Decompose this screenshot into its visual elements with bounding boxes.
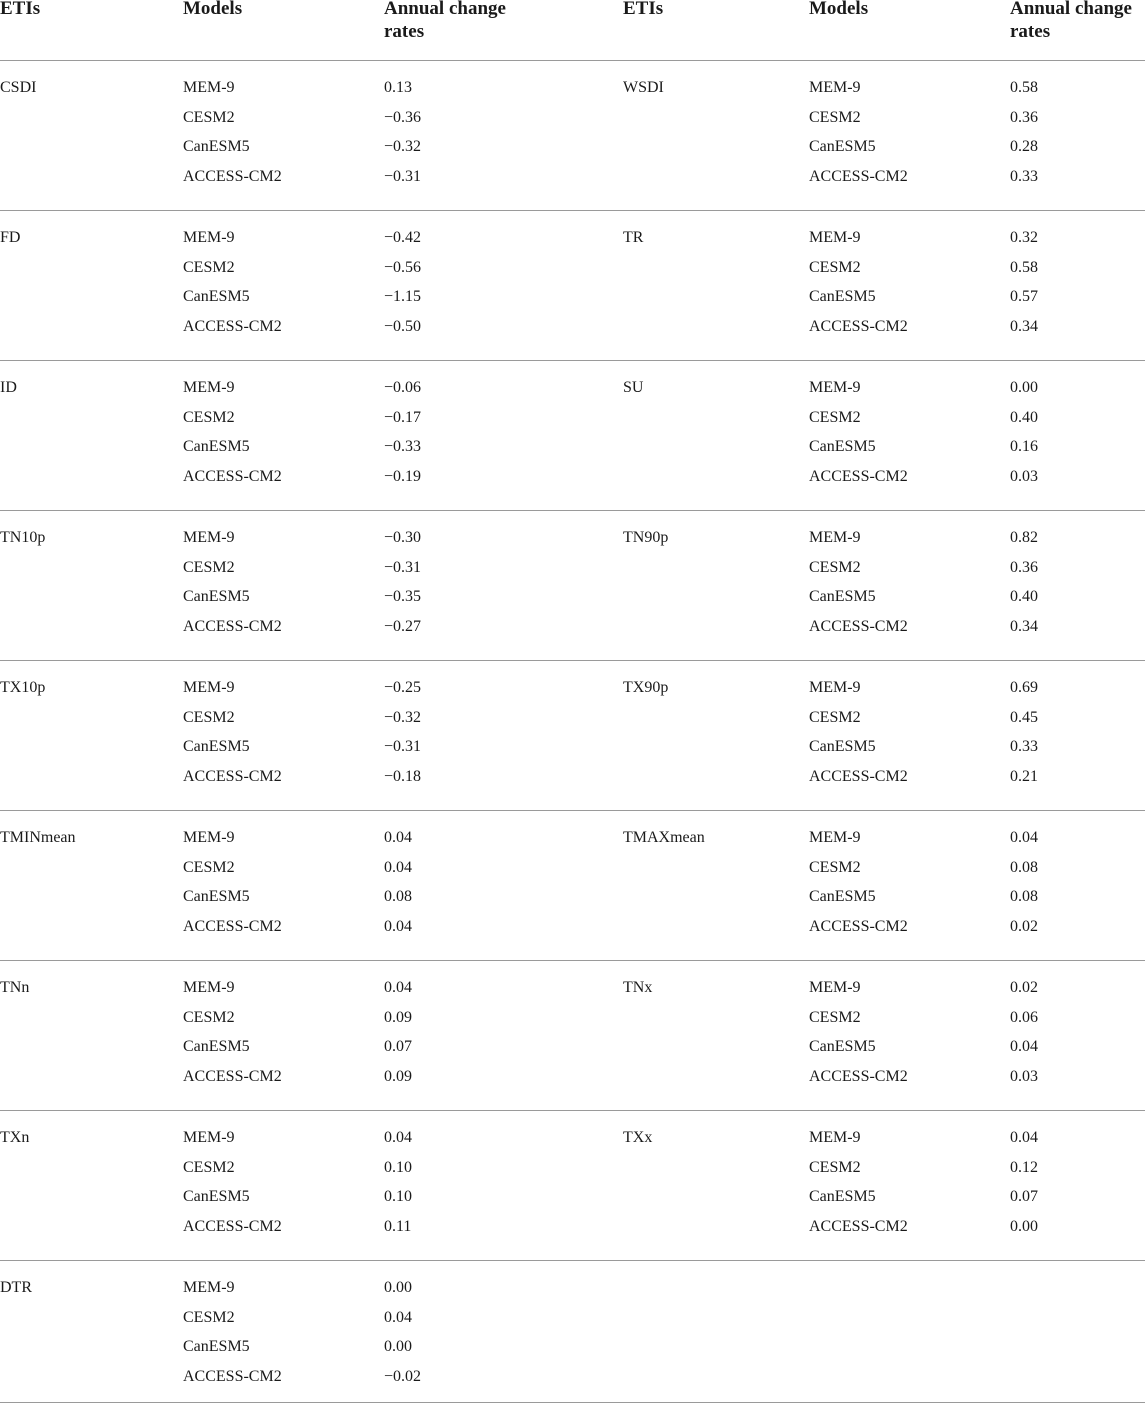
model-name: ACCESS-CM2 [183,1218,282,1235]
model-name: CanESM5 [809,588,876,605]
annual-change-rate-value: −0.25 [384,679,422,696]
model-name: MEM-9 [183,79,235,96]
model-name: MEM-9 [809,529,861,546]
model-name: CESM2 [809,259,861,276]
annual-change-rate-value: −0.36 [384,109,422,126]
annual-change-rate-value: 0.04 [384,1309,412,1326]
eti-name: TN90p [623,529,669,546]
annual-change-rate-value: 0.69 [1010,679,1038,696]
annual-change-rate-value: −0.06 [384,379,422,396]
model-name: MEM-9 [809,679,861,696]
model-name: MEM-9 [183,1279,235,1296]
model-name: CESM2 [809,1009,861,1026]
header-rates-line1: Annual change [384,0,506,19]
eti-name: TN10p [0,529,46,546]
annual-change-rate-value: 0.13 [384,79,412,96]
annual-change-rate-value: 0.02 [1010,979,1038,996]
model-name: CanESM5 [809,1188,876,1205]
eti-name: TNx [623,979,653,996]
model-name: CESM2 [809,709,861,726]
model-name: CESM2 [183,409,235,426]
annual-change-rate-value: 0.32 [1010,229,1038,246]
table-row-group [0,661,1145,811]
annual-change-rate-value: 0.12 [1010,1159,1038,1176]
eti-name: TX90p [623,679,669,696]
model-name: ACCESS-CM2 [809,1218,908,1235]
header-annual-change-rates [1010,0,1132,43]
model-name: CESM2 [183,1309,235,1326]
annual-change-rate-value: 0.08 [1010,859,1038,876]
model-name: ACCESS-CM2 [183,768,282,785]
table-header [0,0,1145,61]
header-rates-line2: rates [384,21,425,42]
model-name: CanESM5 [809,1038,876,1055]
annual-change-rate-value: 0.09 [384,1068,412,1085]
eti-name: DTR [0,1279,32,1296]
model-name: MEM-9 [809,829,861,846]
annual-change-rate-value: 0.04 [1010,829,1038,846]
annual-change-rate-value: 0.34 [1010,618,1038,635]
annual-change-rate-value: 0.04 [1010,1129,1038,1146]
model-name: CanESM5 [183,1338,250,1355]
eti-name: FD [0,229,21,246]
annual-change-rate-value: 0.06 [1010,1009,1038,1026]
annual-change-rate-value: 0.21 [1010,768,1038,785]
model-name: CanESM5 [809,288,876,305]
annual-change-rate-value: −0.31 [384,559,422,576]
annual-change-rate-value: 0.10 [384,1188,412,1205]
eti-name: WSDI [623,79,664,96]
model-name: CESM2 [183,109,235,126]
annual-change-rate-value: 0.28 [1010,138,1038,155]
header-etis: ETIs [623,0,664,19]
model-name: CESM2 [183,559,235,576]
annual-change-rate-value: 0.58 [1010,79,1038,96]
header-models: Models [809,0,869,19]
model-name: CESM2 [809,859,861,876]
annual-change-rate-value: −0.02 [384,1368,422,1385]
annual-change-rate-value: −0.32 [384,138,422,155]
annual-change-rate-value: −0.17 [384,409,422,426]
annual-change-rate-value: −0.31 [384,738,422,755]
eti-name: TXn [0,1129,30,1146]
annual-change-rate-value: 0.40 [1010,409,1038,426]
annual-change-rate-value: −1.15 [384,288,422,305]
model-name: CanESM5 [183,738,250,755]
model-name: CanESM5 [183,888,250,905]
annual-change-rate-value: 0.03 [1010,1068,1038,1085]
model-name: MEM-9 [183,379,235,396]
model-name: ACCESS-CM2 [809,168,908,185]
model-name: ACCESS-CM2 [183,918,282,935]
model-name: CanESM5 [183,588,250,605]
annual-change-rate-value: 0.07 [1010,1188,1038,1205]
header-models: Models [183,0,243,19]
model-name: CanESM5 [183,438,250,455]
annual-change-rate-value: 0.03 [1010,468,1038,485]
annual-change-rate-value: 0.36 [1010,109,1038,126]
annual-change-rate-value: −0.42 [384,229,422,246]
annual-change-rate-value: −0.56 [384,259,422,276]
model-name: MEM-9 [809,1129,861,1146]
table-row-group [0,211,1145,361]
model-name: MEM-9 [183,529,235,546]
annual-change-rate-value: −0.33 [384,438,422,455]
annual-change-rate-value: 0.00 [1010,379,1038,396]
annual-change-rate-value: −0.50 [384,318,422,335]
model-name: ACCESS-CM2 [183,168,282,185]
model-name: CESM2 [809,409,861,426]
annual-change-rate-value: 0.07 [384,1038,412,1055]
eti-name: ID [0,379,17,396]
model-name: CESM2 [809,109,861,126]
annual-change-rate-value: 0.04 [1010,1038,1038,1055]
annual-change-rate-value: −0.32 [384,709,422,726]
eti-name: TX10p [0,679,46,696]
table-row-group [0,1111,1145,1261]
model-name: CESM2 [809,1159,861,1176]
model-name: CESM2 [183,709,235,726]
annual-change-rate-value: −0.30 [384,529,422,546]
annual-change-rate-value: 0.11 [384,1218,412,1235]
model-name: CanESM5 [809,438,876,455]
model-name: MEM-9 [183,829,235,846]
eti-name: TXx [623,1129,653,1146]
model-name: CESM2 [183,859,235,876]
annual-change-rate-value: 0.57 [1010,288,1038,305]
model-name: ACCESS-CM2 [809,768,908,785]
annual-change-rate-value: 0.16 [1010,438,1038,455]
annual-change-rate-value: 0.58 [1010,259,1038,276]
model-name: MEM-9 [183,229,235,246]
model-name: ACCESS-CM2 [183,468,282,485]
annual-change-rate-value: 0.40 [1010,588,1038,605]
model-name: CESM2 [183,259,235,276]
annual-change-rate-value: 0.33 [1010,168,1038,185]
model-name: ACCESS-CM2 [809,318,908,335]
model-name: CanESM5 [183,1188,250,1205]
model-name: CESM2 [183,1009,235,1026]
annual-change-rate-value: 0.36 [1010,559,1038,576]
table-body [0,61,1145,1403]
annual-change-rate-value: 0.00 [384,1279,412,1296]
model-name: MEM-9 [183,979,235,996]
annual-change-rate-value: 0.08 [384,888,412,905]
model-name: CanESM5 [809,138,876,155]
model-name: ACCESS-CM2 [183,318,282,335]
model-name: CanESM5 [809,738,876,755]
eti-name: TMAXmean [623,829,705,846]
annual-change-rate-value: 0.04 [384,859,412,876]
model-name: MEM-9 [809,979,861,996]
model-name: MEM-9 [183,1129,235,1146]
table-row-group [0,811,1145,961]
model-name: CESM2 [809,559,861,576]
table-row-group [0,961,1145,1111]
annual-change-rate-value: 0.08 [1010,888,1038,905]
eti-name: TNn [0,979,30,996]
model-name: MEM-9 [809,379,861,396]
model-name: ACCESS-CM2 [809,618,908,635]
annual-change-rate-value: 0.34 [1010,318,1038,335]
annual-change-rate-value: 0.10 [384,1159,412,1176]
model-name: MEM-9 [183,679,235,696]
model-name: ACCESS-CM2 [183,618,282,635]
table-row-group [0,1261,1145,1403]
model-name: CanESM5 [183,138,250,155]
table-row-group [0,511,1145,661]
header-rates-line1: Annual change [1010,0,1132,19]
annual-change-rate-value: −0.18 [384,768,422,785]
table-row-group [0,361,1145,511]
eti-name: SU [623,379,644,396]
annual-change-rate-value: 0.04 [384,979,412,996]
header-etis: ETIs [0,0,41,19]
model-name: MEM-9 [809,229,861,246]
model-name: ACCESS-CM2 [809,918,908,935]
model-name: ACCESS-CM2 [809,1068,908,1085]
annual-change-rate-value: 0.45 [1010,709,1038,726]
eti-name: TMINmean [0,829,76,846]
eti-name: TR [623,229,644,246]
model-name: MEM-9 [809,79,861,96]
annual-change-rate-value: −0.27 [384,618,422,635]
annual-change-rate-value: 0.82 [1010,529,1038,546]
annual-change-rate-value: 0.33 [1010,738,1038,755]
model-name: CanESM5 [183,288,250,305]
model-name: CESM2 [183,1159,235,1176]
eti-name: CSDI [0,79,37,96]
annual-change-rate-value: 0.04 [384,918,412,935]
annual-change-rate-value: −0.31 [384,168,422,185]
annual-change-rate-value: −0.35 [384,588,422,605]
model-name: ACCESS-CM2 [183,1368,282,1385]
header-annual-change-rates [384,0,506,43]
annual-change-rate-value: 0.09 [384,1009,412,1026]
annual-change-rate-value: −0.19 [384,468,422,485]
header-rates-line2: rates [1010,21,1051,42]
annual-change-rate-value: 0.00 [384,1338,412,1355]
annual-change-rate-value: 0.04 [384,1129,412,1146]
annual-change-rate-value: 0.00 [1010,1218,1038,1235]
model-name: ACCESS-CM2 [183,1068,282,1085]
annual-change-rate-value: 0.04 [384,829,412,846]
model-name: CanESM5 [183,1038,250,1055]
model-name: ACCESS-CM2 [809,468,908,485]
model-name: CanESM5 [809,888,876,905]
annual-change-rate-value: 0.02 [1010,918,1038,935]
table-row-group [0,61,1145,211]
